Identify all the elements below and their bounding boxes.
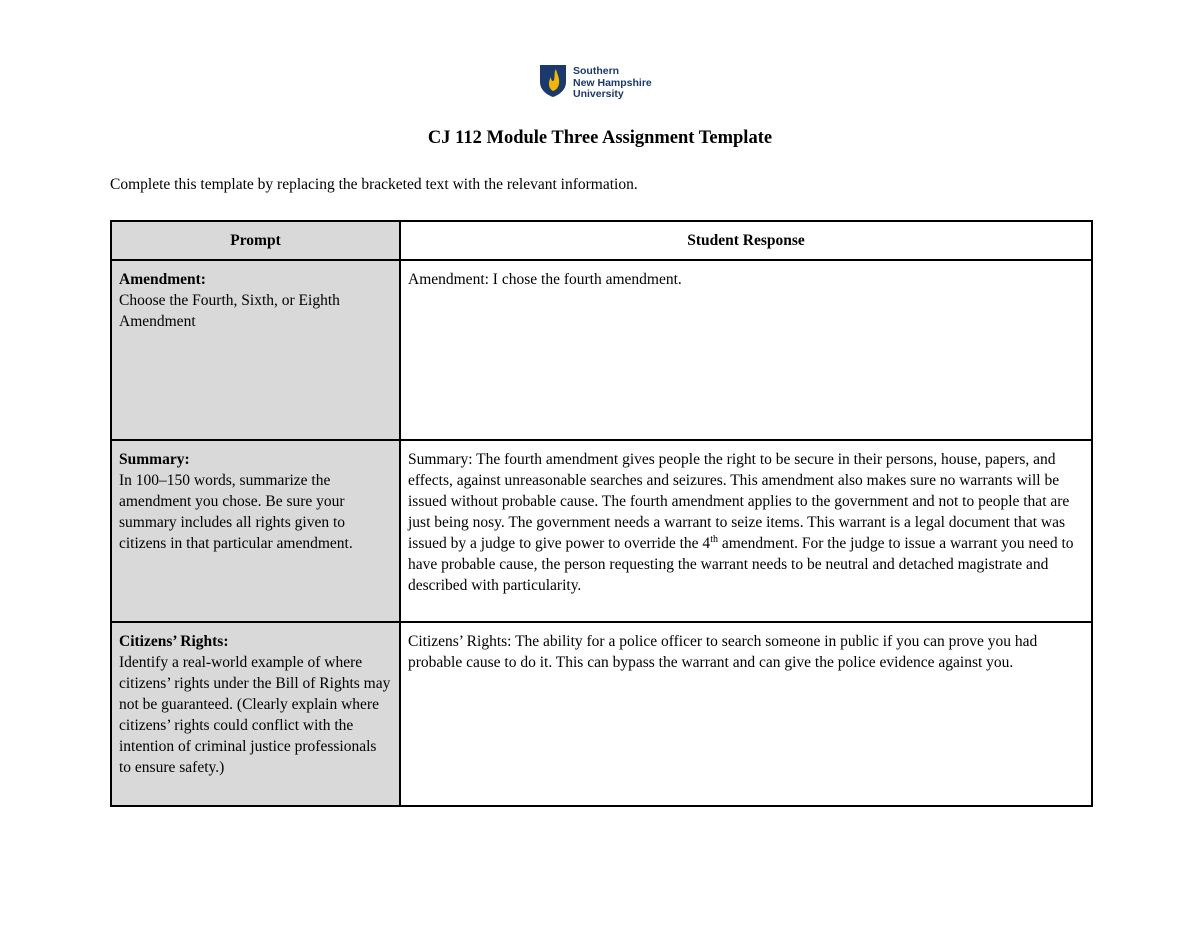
ordinal-superscript: th — [710, 533, 718, 545]
prompt-body: Identify a real-world example of where citizens’ rights under the Bill of Rights may not be guaranteed. (Clearly explain where citizens’ rights could conflict with the intention of criminal justice professionals to ensure safety.) — [119, 654, 391, 776]
response-cell-citizens-rights[interactable] — [400, 622, 1092, 806]
page-title: CJ 112 Module Three Assignment Template — [427, 128, 773, 148]
header-prompt: Prompt — [111, 221, 400, 260]
table-row — [111, 440, 1092, 622]
response-text: Citizens’ Rights: The ability for a police officer to search someone in public if you can prove you had probable cause to do it. This can bypass the warrant and can give the police evidence against you. — [408, 633, 1038, 671]
response-text-part-2: amendment. For the judge to issue a warrant you need to have probable cause, the person requesting the warrant needs to be neutral and detached magistrate and described with particularity. — [408, 535, 1074, 594]
prompt-cell-citizens-rights — [111, 622, 400, 806]
table-header-row — [111, 221, 1092, 260]
instructions-text: Complete this template by replacing the bracketed text with the relevant information. — [110, 176, 638, 193]
logo-wordmark — [573, 64, 652, 101]
prompt-cell-amendment — [111, 260, 400, 440]
header-response: Student Response — [400, 221, 1092, 260]
prompt-body: Choose the Fourth, Sixth, or Eighth Amendment — [119, 292, 340, 330]
table-row — [111, 622, 1092, 806]
response-cell-amendment[interactable] — [400, 260, 1092, 440]
shield-flame-icon — [539, 64, 567, 98]
prompt-body: In 100–150 words, summarize the amendment you chose. Be sure your summary includes all rights given to citizens in that particular amendment. — [119, 472, 353, 552]
prompt-title: Amendment: — [119, 271, 206, 288]
response-text-part-1: Summary: The fourth amendment gives people the right to be secure in their persons, house, papers, and effects, against unreasonable searches and seizures. This amendment also makes sure no warrants will be issued without probable cause. The fourth amendment applies to the government and not to people that are just being nosy. The government needs a warrant to seize items. This warrant is a legal document that was issued by a judge to give power to override the 4 — [408, 451, 1070, 552]
assignment-table — [110, 220, 1093, 807]
university-logo — [539, 64, 652, 101]
response-cell-summary[interactable] — [400, 440, 1092, 622]
logo-line-1: Southern — [573, 65, 620, 77]
response-text: Amendment: I chose the fourth amendment. — [408, 271, 682, 288]
logo-line-2: New Hampshire — [573, 76, 652, 89]
prompt-title: Citizens’ Rights: — [119, 633, 229, 650]
prompt-cell-summary — [111, 440, 400, 622]
table-row — [111, 260, 1092, 440]
logo-line-3: University — [573, 88, 624, 100]
prompt-title: Summary: — [119, 451, 190, 468]
